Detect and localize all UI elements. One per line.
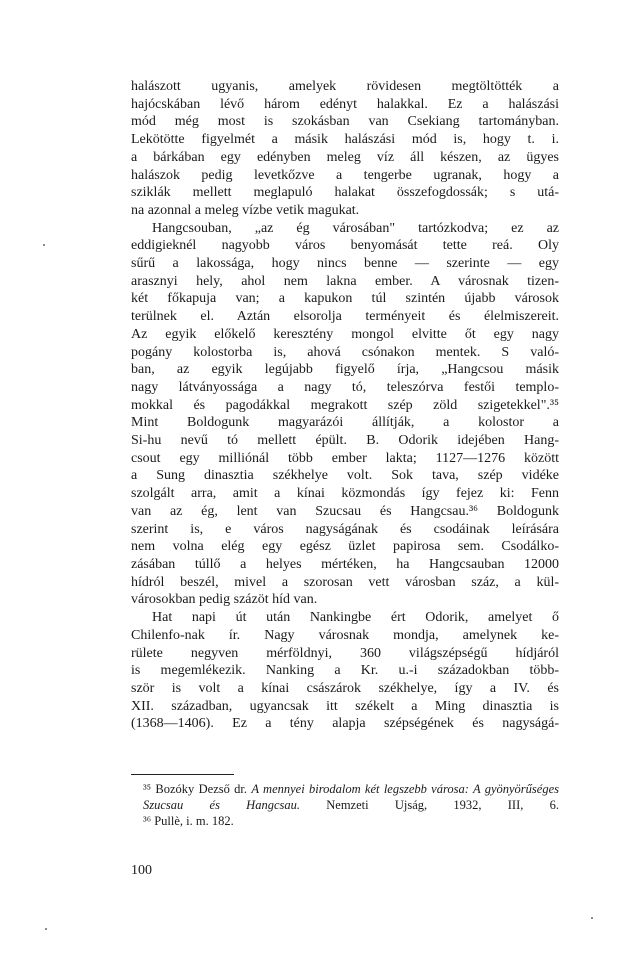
scan-speck xyxy=(591,917,593,919)
text-line: na azonnal a meleg vízbe vetik magukat. xyxy=(131,202,360,218)
footnote-36 xyxy=(131,813,559,829)
text-line: halászok pedig levetkőzve a tengerbe ugranak, hogy a xyxy=(131,167,559,183)
text-line: városokban pedig százöt híd van. xyxy=(131,592,318,608)
footnote-35-title: A mennyei birodalom két legszebb városa: A gyönyörűséges Szucsau és Hangcsau. xyxy=(143,782,559,812)
text-line: (1368—1406). Ez a tény alapja szépségének és nagyságá- xyxy=(131,716,559,732)
text-line: mód még most is szokásban van Csekiang tartományban. xyxy=(131,114,559,130)
text-line: sziklák mellett meglapuló halakat összefogdossák; s utá- xyxy=(131,185,559,201)
text-line: csout egy milliónál több ember lakta; 1127—1276 között xyxy=(131,450,559,466)
text-line: rülete negyven mérföldnyi, 360 világszépségű hídjáról xyxy=(131,645,559,661)
text-line: nem volna elég egy egész üzlet papirosa sem. Csodálko- xyxy=(131,539,559,555)
scan-speck xyxy=(43,244,45,246)
text-line: Hat napi út után Nankingbe ért Odorik, amelyet ő xyxy=(152,610,559,626)
footnotes xyxy=(131,781,559,829)
text-line: XII. században, ugyancsak itt székelt a Ming dinasztia is xyxy=(131,698,559,714)
text-line: szerint is, e város nagyságának és csodáinak leírására xyxy=(131,521,559,537)
text-line: Hangcsouban, „az ég városában" tartózkodva; ez az xyxy=(152,220,559,236)
text-line: arasznyi hely, ahol nem lakna ember. A városnak tizen- xyxy=(131,273,559,289)
text-line: ször is volt a kínai császárok székhelye, így a IV. és xyxy=(131,680,559,696)
paragraph-1 xyxy=(131,78,559,220)
body-text xyxy=(131,78,559,733)
footnote-35-number: ³⁵ xyxy=(143,782,152,796)
text-line: ban, az egyik legújabb figyelő írja, „Hangcsou másik xyxy=(131,362,559,378)
text-line: eddigieknél nagyobb város benyomását tette reá. Oly xyxy=(131,238,559,254)
text-line: Lekötötte figyelmét a másik halászási mód is, hogy t. i. xyxy=(131,132,559,148)
paragraph-3 xyxy=(131,609,559,733)
text-line: sűrű a lakossága, hogy nincs benne — szerinte — egy xyxy=(131,256,559,272)
text-line: pogány kolostorba is, ahová csónakon mentek. S való- xyxy=(131,344,559,360)
paragraph-2 xyxy=(131,220,559,609)
text-line: is megemlékezik. Nanking a Kr. u.-i századokban több- xyxy=(131,663,559,679)
text-line: terülnek el. Aztán elsorolja terményeit és élelmiszereit. xyxy=(131,309,559,325)
footnote-35-author: Bozóky Dezső dr. xyxy=(155,782,248,796)
text-line: nagy látványossága a nagy tó, teleszórva festői templo- xyxy=(131,379,559,395)
text-line: két főkapuja van; a kapukon túl szintén újabb városok xyxy=(131,291,559,307)
text-line: szolgált arra, amit a kínai közmondás így fejez ki: Fenn xyxy=(131,486,559,502)
footnote-36-text: Pullè, i. m. 182. xyxy=(154,814,234,828)
footnote-35 xyxy=(131,781,559,813)
text-line: van az ég, lent van Szucsau és Hangcsau.³⁶ Boldogunk xyxy=(131,503,559,519)
text-line: hídról beszél, mivel a szorosan vett városban száz, a kül- xyxy=(131,574,559,590)
text-line: zásában túllő a helyes mértéken, ha Hangcsauban 12000 xyxy=(131,556,559,572)
text-line: mokkal és pagodákkal megrakott szép zöld szigetekkel".³⁵ xyxy=(131,397,559,413)
page-number: 100 xyxy=(131,863,152,878)
footnote-36-number: ³⁶ xyxy=(143,814,152,828)
text-line: Si-hu nevű tó mellett épült. B. Odorik idejében Hang- xyxy=(131,433,559,449)
text-line: Az egyik előkelő keresztény mongol elvitte őt egy nagy xyxy=(131,326,559,342)
text-line: Chilenfo-nak ír. Nagy városnak mondja, amelynek ke- xyxy=(131,627,559,643)
text-line: hajócskában lévő három edényt halakkal. Ez a halászási xyxy=(131,96,559,112)
footnote-35-rest: Nemzeti Ujság, 1932, III, 6. xyxy=(326,798,559,812)
footnote-rule xyxy=(131,774,234,775)
text-line: halászott ugyanis, amelyek rövidesen megtöltötték a xyxy=(131,79,559,94)
text-line: Mint Boldogunk magyarázói állítják, a kolostor a xyxy=(131,415,559,431)
scan-speck xyxy=(45,928,47,930)
text-line: a bárkában egy edényben meleg víz áll készen, az ügyes xyxy=(131,149,559,165)
text-line: a Sung dinasztia székhelye volt. Sok tava, szép vidéke xyxy=(131,468,559,484)
